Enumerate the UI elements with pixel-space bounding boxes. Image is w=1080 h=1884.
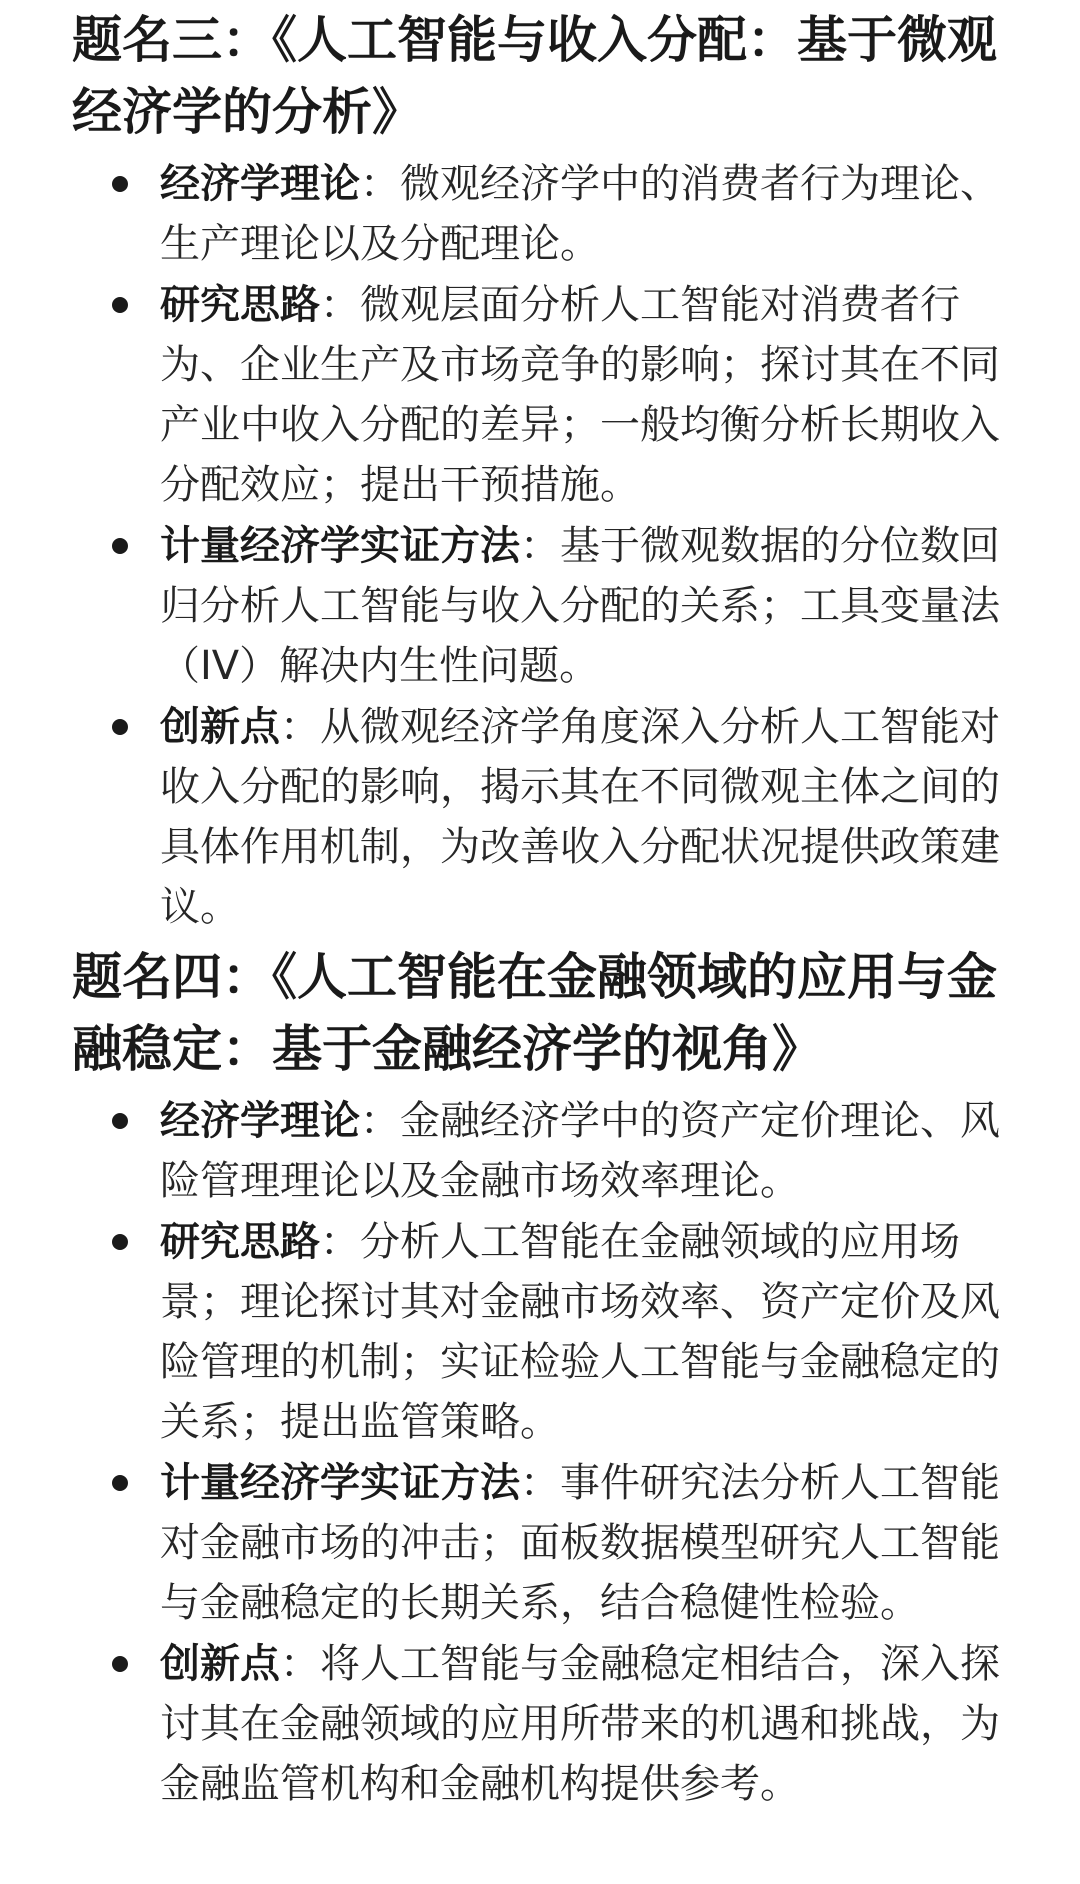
item-separator: ： [360,1098,400,1144]
bullet-dot-icon [112,1113,128,1129]
item-text: 金融经济学中的资产定价理论、风险管理理论以及金融市场效率理论。 [160,1098,1000,1204]
section-four [72,941,1000,1814]
list-item [72,1091,1000,1211]
item-separator: ： [320,1219,360,1265]
bullet-dot-icon [112,1475,128,1491]
item-label: 创新点 [160,1641,280,1687]
item-text: 从微观经济学角度深入分析人工智能对收入分配的影响，揭示其在不同微观主体之间的具体作用机制，为改善收入分配状况提供政策建议。 [160,704,1000,930]
item-label: 计量经济学实证方法 [160,1460,520,1506]
item-separator: ： [360,161,400,207]
bullet-dot-icon [112,297,128,313]
item-label: 创新点 [160,704,280,750]
item-text: 分析人工智能在金融领域的应用场景；理论探讨其对金融市场效率、资产定价及风险管理的机制；实证检验人工智能与金融稳定的关系；提出监管策略。 [160,1219,1000,1445]
list-item [72,516,1000,696]
item-text: 基于微观数据的分位数回归分析人工智能与收入分配的关系；工具变量法（IV）解决内生性问题。 [160,523,1000,689]
section-title: 题名三：《人工智能与收入分配：基于微观经济学的分析》 [72,11,997,141]
bullet-dot-icon [112,538,128,554]
bullet-list [72,1091,1000,1814]
item-separator: ： [520,1460,560,1506]
list-item [72,1453,1000,1633]
section-three [72,4,1000,937]
list-item [72,154,1000,274]
item-label: 经济学理论 [160,1098,360,1144]
item-text: 将人工智能与金融稳定相结合，深入探讨其在金融领域的应用所带来的机遇和挑战，为金融监管机构和金融机构提供参考。 [160,1641,1000,1807]
item-text: 微观层面分析人工智能对消费者行为、企业生产及市场竞争的影响；探讨其在不同产业中收入分配的差异；一般均衡分析长期收入分配效应；提出干预措施。 [160,282,1000,508]
item-label: 经济学理论 [160,161,360,207]
item-separator: ： [320,282,360,328]
list-item [72,1634,1000,1814]
item-text: 微观经济学中的消费者行为理论、生产理论以及分配理论。 [160,161,1000,267]
item-text: 事件研究法分析人工智能对金融市场的冲击；面板数据模型研究人工智能与金融稳定的长期关系，结合稳健性检验。 [160,1460,1000,1626]
list-item [72,1212,1000,1452]
item-label: 计量经济学实证方法 [160,523,520,569]
item-separator: ： [280,704,320,750]
section-title: 题名四：《人工智能在金融领域的应用与金融稳定：基于金融经济学的视角》 [72,948,997,1078]
list-item [72,275,1000,515]
list-item [72,697,1000,937]
item-label: 研究思路 [160,1219,320,1265]
bullet-dot-icon [112,1656,128,1672]
item-separator: ： [280,1641,320,1687]
bullet-list [72,154,1000,937]
bullet-dot-icon [112,176,128,192]
bullet-dot-icon [112,719,128,735]
item-separator: ： [520,523,560,569]
bullet-dot-icon [112,1234,128,1250]
item-label: 研究思路 [160,282,320,328]
